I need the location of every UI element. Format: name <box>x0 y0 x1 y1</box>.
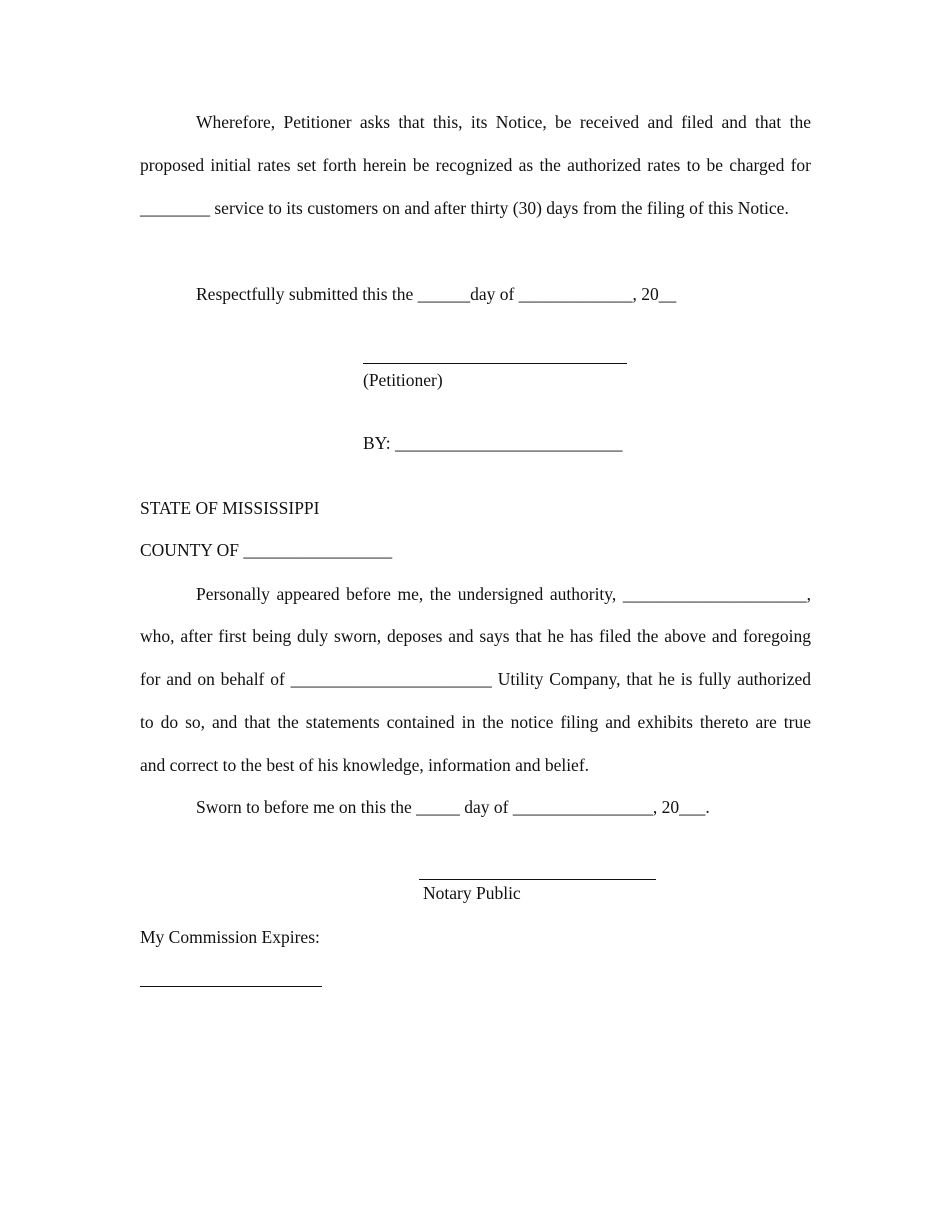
petition-line-3: ________ service to its customers on and after thirty (30) days from the filing of this Notice. <box>140 198 789 218</box>
state-heading: STATE OF MISSISSIPPI <box>140 498 320 518</box>
submission-date-line: Respectfully submitted this the ______day of _____________, 20__ <box>196 284 677 304</box>
petitioner-label: (Petitioner) <box>363 370 443 390</box>
affidavit-line-4: to do so, and that the statements contained in the notice filing and exhibits thereto are true <box>140 712 811 732</box>
petitioner-signature-line <box>363 363 627 364</box>
county-line: COUNTY OF _________________ <box>140 540 393 560</box>
notary-signature-line <box>419 879 656 880</box>
commission-expires-label: My Commission Expires: <box>140 927 320 947</box>
petition-line-2: proposed initial rates set forth herein be recognized as the authorized rates to be charged for <box>140 155 811 175</box>
by-signature-line: BY: __________________________ <box>363 433 623 453</box>
sworn-date-line: Sworn to before me on this the _____ day of ________________, 20___. <box>196 797 710 817</box>
affidavit-line-1: Personally appeared before me, the undersigned authority, _____________________, <box>196 584 811 604</box>
notary-label: Notary Public <box>423 883 521 903</box>
affidavit-line-3: for and on behalf of _______________________ Utility Company, that he is fully authorized <box>140 669 811 689</box>
commission-expiry-line <box>140 986 322 987</box>
affidavit-line-2: who, after first being duly sworn, deposes and says that he has filed the above and foregoing <box>140 626 811 646</box>
affidavit-line-5: and correct to the best of his knowledge, information and belief. <box>140 755 590 775</box>
petition-line-1: Wherefore, Petitioner asks that this, its Notice, be received and filed and that the <box>196 112 811 132</box>
